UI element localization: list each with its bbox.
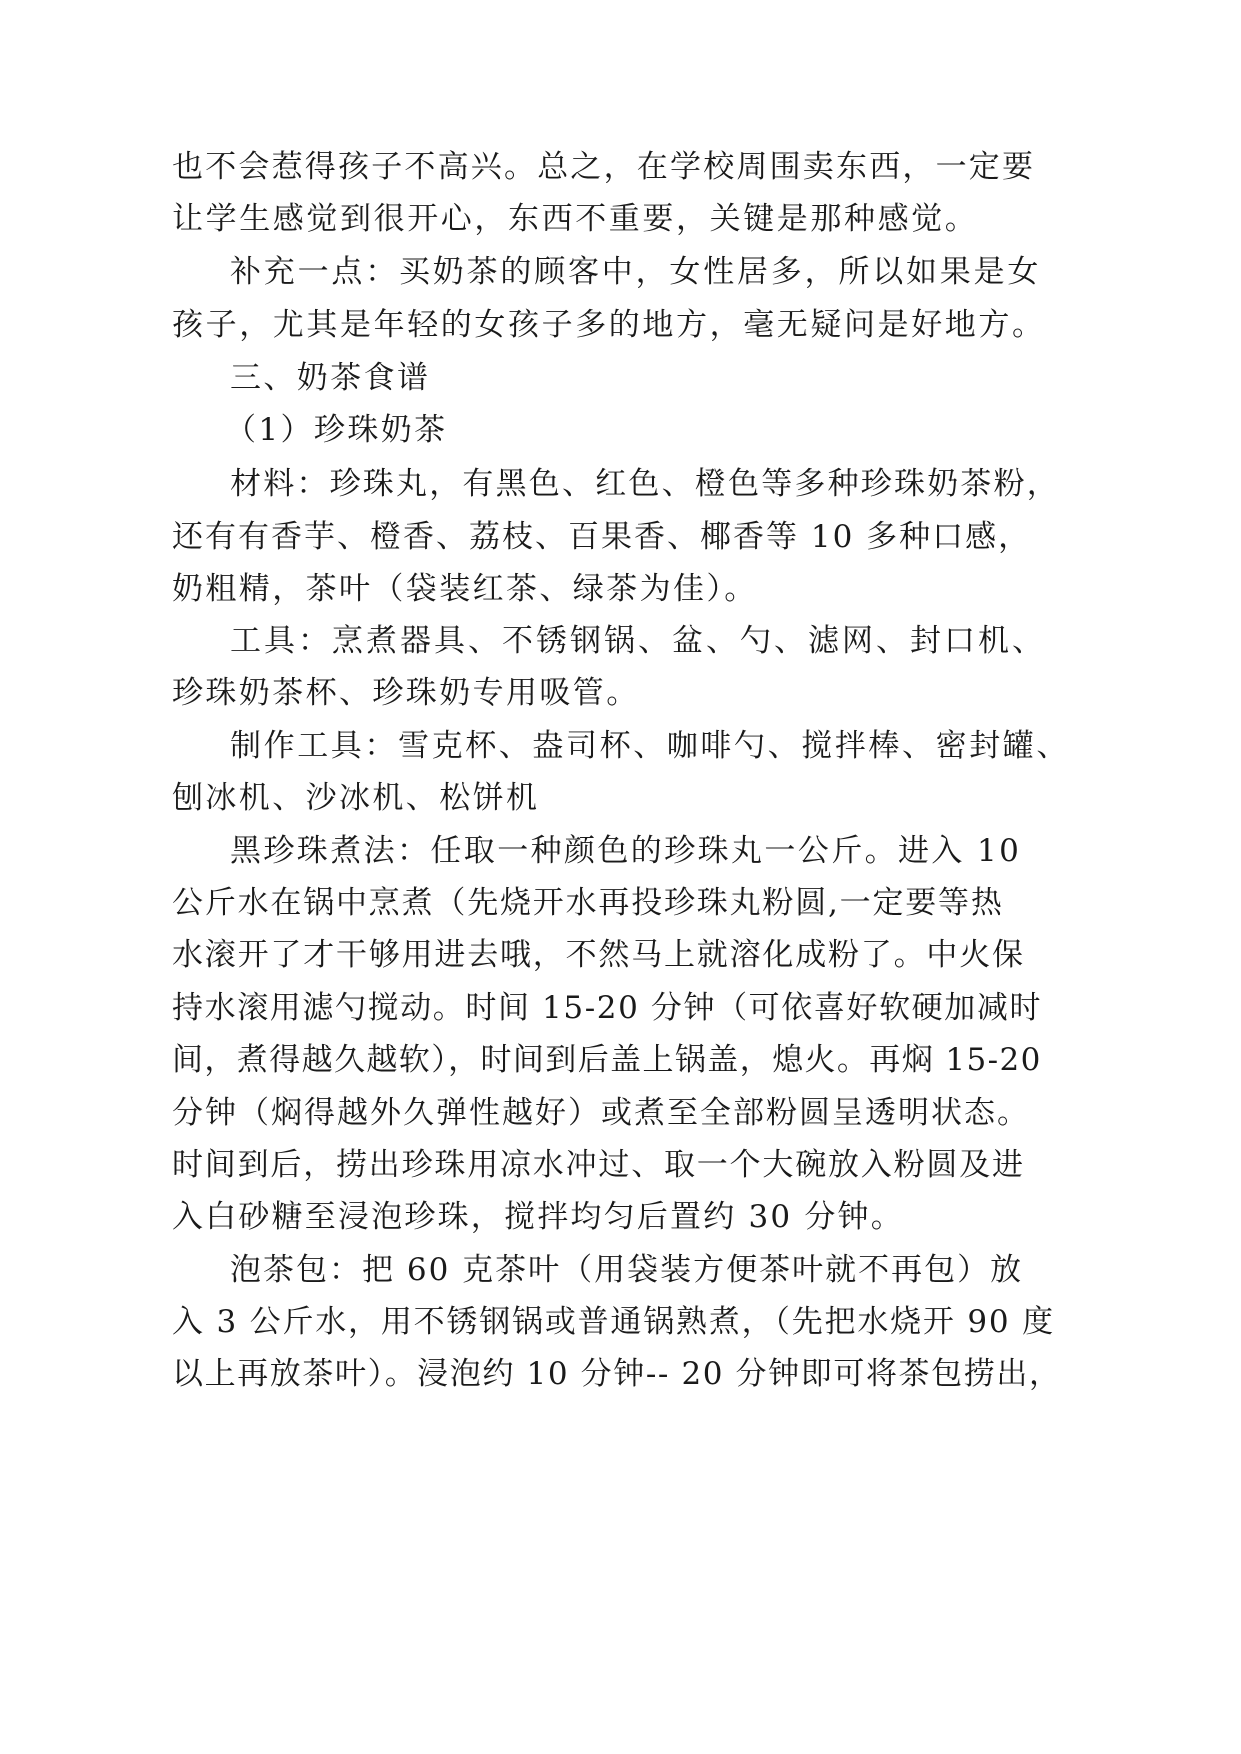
- text-line: 水滚开了才干够用进去哦，不然马上就溶化成粉了。中火保: [172, 937, 1025, 973]
- text-line: 刨冰机、沙冰机、松饼机: [172, 780, 540, 816]
- text-line: 奶粗精，茶叶（袋装红茶、绿茶为佳）。: [172, 571, 758, 607]
- text-line: 补充一点：买奶茶的顾客中，女性居多，所以如果是女: [230, 254, 1042, 290]
- text-line: 入 3 公斤水，用不锈钢锅或普通锅熟煮，（先把水烧开 90 度: [172, 1304, 1055, 1340]
- text-line: 黑珍珠煮法：任取一种颜色的珍珠丸一公斤。进入 10: [230, 833, 1022, 869]
- text-line: 也不会惹得孩子不高兴。总之，在学校周围卖东西，一定要: [172, 149, 1036, 185]
- text-line: 持水滚用滤勺搅动。时间 15-20 分钟（可依喜好软硬加减时: [172, 990, 1043, 1026]
- text-line: 让学生感觉到很开心，东西不重要，关键是那种感觉。: [172, 201, 979, 237]
- subsection-heading: （1）珍珠奶茶: [225, 412, 448, 448]
- text-line: 以上再放茶叶）。浸泡约 10 分钟-- 20 分钟即可将茶包捞出，: [172, 1356, 1062, 1392]
- text-line: 孩子，尤其是年轻的女孩子多的地方，毫无疑问是好地方。: [172, 307, 1046, 343]
- text-line: 间，煮得越久越软），时间到后盖上锅盖，熄火。再焖 15-20: [172, 1042, 1042, 1078]
- text-line: 泡茶包：把 60 克茶叶（用袋装方便茶叶就不再包）放: [230, 1252, 1024, 1288]
- section-heading: 三、奶茶食谱: [230, 360, 431, 396]
- text-line: 还有有香芋、橙香、荔枝、百果香、椰香等 10 多种口感，: [172, 519, 1032, 555]
- text-line: 时间到后，捞出珍珠用凉水冲过、取一个大碗放入粉圆及进: [172, 1147, 1025, 1183]
- text-line: 公斤水在锅中烹煮（先烧开水再投珍珠丸粉圆,一定要等热: [172, 885, 1004, 921]
- text-line: 分钟（焖得越外久弹性越好）或煮至全部粉圆呈透明状态。: [172, 1095, 1030, 1131]
- text-line: 工具：烹煮器具、不锈钢锅、盆、勺、滤网、封口机、: [230, 623, 1046, 659]
- text-line: 入白砂糖至浸泡珍珠，搅拌均匀后置约 30 分钟。: [172, 1199, 904, 1235]
- text-line: 材料：珍珠丸，有黑色、红色、橙色等多种珍珠奶茶粉，: [230, 466, 1060, 502]
- text-line: 制作工具：雪克杯、盎司杯、咖啡勺、搅拌棒、密封罐、: [230, 728, 1070, 764]
- text-line: 珍珠奶茶杯、珍珠奶专用吸管。: [172, 675, 640, 711]
